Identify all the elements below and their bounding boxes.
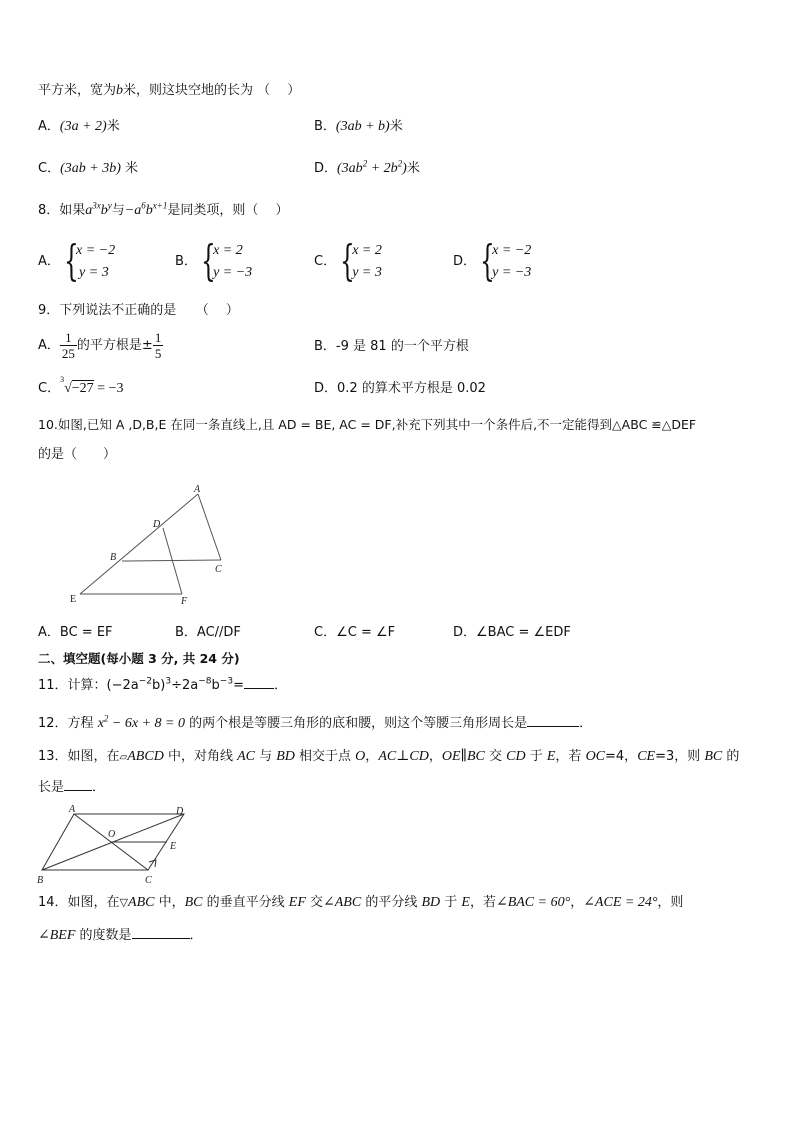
q9-option-d: D．0.2 的算术平方根是 0.02 (314, 381, 486, 396)
q10-label-d: D (153, 519, 161, 530)
q13-line1: 13．如图，在▱ABCD 中，对角线 AC 与 BD 相交于点 O，AC⊥CD，OE∥BC 交 CD 于 E，若 OC=4，CE=3，则 BC 的 (38, 749, 740, 764)
q13-label-b: B (37, 875, 44, 886)
q7-option-c: C．(3ab + 3b) 米 (38, 161, 138, 176)
q14-line2: ∠BEF 的度数是 ． (38, 928, 203, 943)
q13-label-e: E (170, 841, 177, 852)
q11-answer-blank[interactable] (244, 676, 274, 689)
q9-option-a: A． $\frac{1}{25}$ 的平方根是± $\frac{1}{5}$ (38, 330, 162, 361)
q10-option-d: D．∠BAC = ∠EDF (453, 625, 571, 640)
q10-option-b: B．AC//DF (175, 625, 241, 640)
q13-label-d: D (176, 806, 184, 817)
q7-option-d: D．$(3ab^2 + 2b^2)$米 (314, 158, 420, 176)
q13-label-o: O (108, 829, 116, 840)
q9-option-b: B．-9 是 81 的一个平方根 (314, 339, 469, 354)
q14-answer-blank[interactable] (132, 926, 190, 939)
q10-label-b: B (110, 552, 117, 563)
q13-label-c: C (145, 875, 152, 886)
q12: 12．方程 $x^2 - 6x + 8 = 0$ 的两个根是等腰三角形的底和腰，则这个等腰三角形周长是 ． (38, 713, 593, 731)
q12-answer-blank[interactable] (527, 714, 579, 727)
q10-stem-line1: 10.如图,已知 A ,D,B,E 在同一条直线上,且 AD = BE, AC = DF,补充下列其中一个条件后,不一定能得到△ABC ≌△DEF (38, 417, 697, 432)
q10-label-c: C (215, 564, 222, 575)
q9-stem: 9．下列说法不正确的是 （ ） (38, 303, 239, 318)
q7-stem: 平方米，宽为b米，则这块空地的长为 （ ） (38, 83, 301, 98)
q7-option-a: A．(3a + 2)米 (38, 119, 120, 134)
q10-label-a: A (194, 484, 201, 495)
q10-option-a: A．BC = EF (38, 625, 113, 640)
q10-label-e: E (70, 594, 77, 605)
q8-option-d: D． { x = −2 y = −3 (453, 236, 532, 285)
q9-option-c: C．$^3$√−27 = −3 (38, 375, 124, 396)
q13-label-a: A (69, 804, 76, 815)
q8-stem: 8．如果$a^{3x}b^y$与$-a^6b^{x+1}$是同类项，则（ ） (38, 200, 289, 218)
q13-answer-blank[interactable] (64, 778, 92, 791)
q13-figure (36, 802, 196, 886)
q10-stem-line2: 的是（ ） (38, 447, 117, 462)
q11: 11．计算：$(-2a^{-2}b)^3\div 2a^{-8}b^{-3}=$ ． (38, 676, 287, 693)
q8-option-c: C． { x = 2 y = 3 (314, 236, 382, 285)
q14-line1: 14．如图，在▽ABC 中，BC 的垂直平分线 EF 交∠ABC 的平分线 BD 于 E，若∠BAC = 60°，∠ACE = 24°，则 (38, 895, 684, 910)
q10-figure (70, 482, 250, 612)
q13-line2: 长是 ． (38, 780, 106, 795)
q7-option-b: B．(3ab + b)米 (314, 119, 403, 134)
section-heading: 二、填空题(每小题 3 分, 共 24 分) (38, 651, 240, 666)
q8-option-a: A． { x = −2 y = 3 (38, 236, 116, 285)
q8-option-b: B． { x = 2 y = −3 (175, 236, 253, 285)
q10-option-c: C．∠C = ∠F (314, 625, 396, 640)
q10-label-f: F (181, 596, 188, 607)
